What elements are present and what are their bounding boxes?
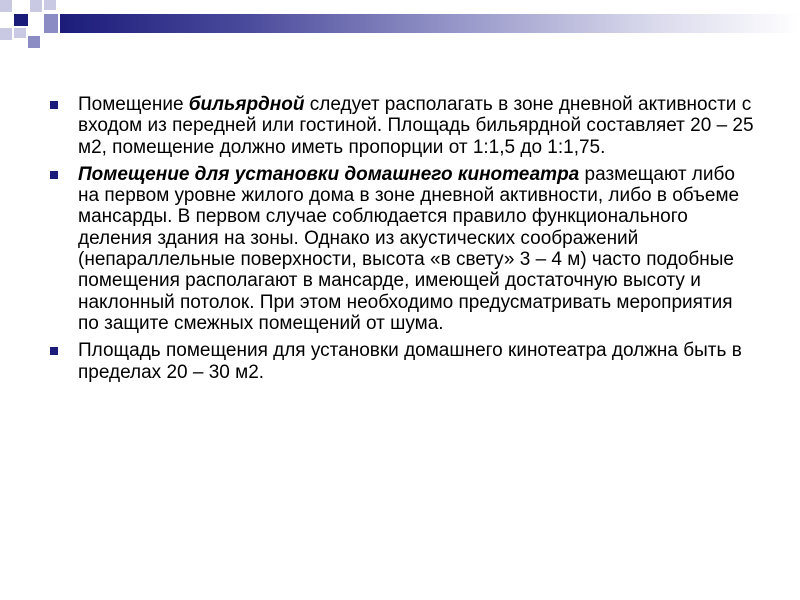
bullet-item-billiard [48, 94, 758, 158]
bullet-text-emphasis: бильярдной [188, 94, 305, 115]
bullet-text: следует располагать в зоне дневной активности с входом из передней или гостиной. Площадь бильярдной составляет 20 – 25 м2, помещение должно иметь пропорции от 1:1,5 до 1:1,75. [78, 94, 754, 158]
bullet-text: Помещение [78, 94, 189, 115]
bullet-text: Площадь помещения для установки домашнего кинотеатра должна быть в пределах 20 – 30 м2. [78, 340, 742, 383]
header-gradient-bar [60, 14, 800, 33]
square-bullet-icon [50, 347, 58, 355]
decor-square-icon [30, 0, 42, 12]
decor-square-icon [0, 28, 12, 40]
decor-square-icon [0, 0, 12, 12]
bullet-item-home-theater [48, 164, 758, 334]
header-decoration [0, 0, 800, 60]
decor-square-icon [14, 14, 28, 26]
bullet-item-theater-area [48, 340, 758, 383]
decor-square-icon [44, 0, 56, 10]
decor-square-icon [28, 36, 40, 48]
decor-square-icon [14, 28, 26, 38]
square-bullet-icon [50, 101, 58, 109]
square-bullet-icon [50, 171, 58, 179]
decor-square-icon [44, 14, 58, 33]
bullet-text: размещают либо на первом уровне жилого дома в зоне дневной активности, либо в объеме мансарды. В первом случае соблюдается правило функционального деления здания на зоны. Однако из акустических соображений (непараллельные поверхности, высота «в свету» 3 – 4 м) часто подобные помещения располагают в мансарде, имеющей достаточную высоту и наклонный потолок. При этом необходимо предусматривать мероприятия по защите смежных помещений от шума. [78, 163, 740, 334]
slide-content [48, 94, 758, 389]
bullet-text-emphasis: Помещение для установки домашнего кинотеатра [78, 163, 580, 185]
